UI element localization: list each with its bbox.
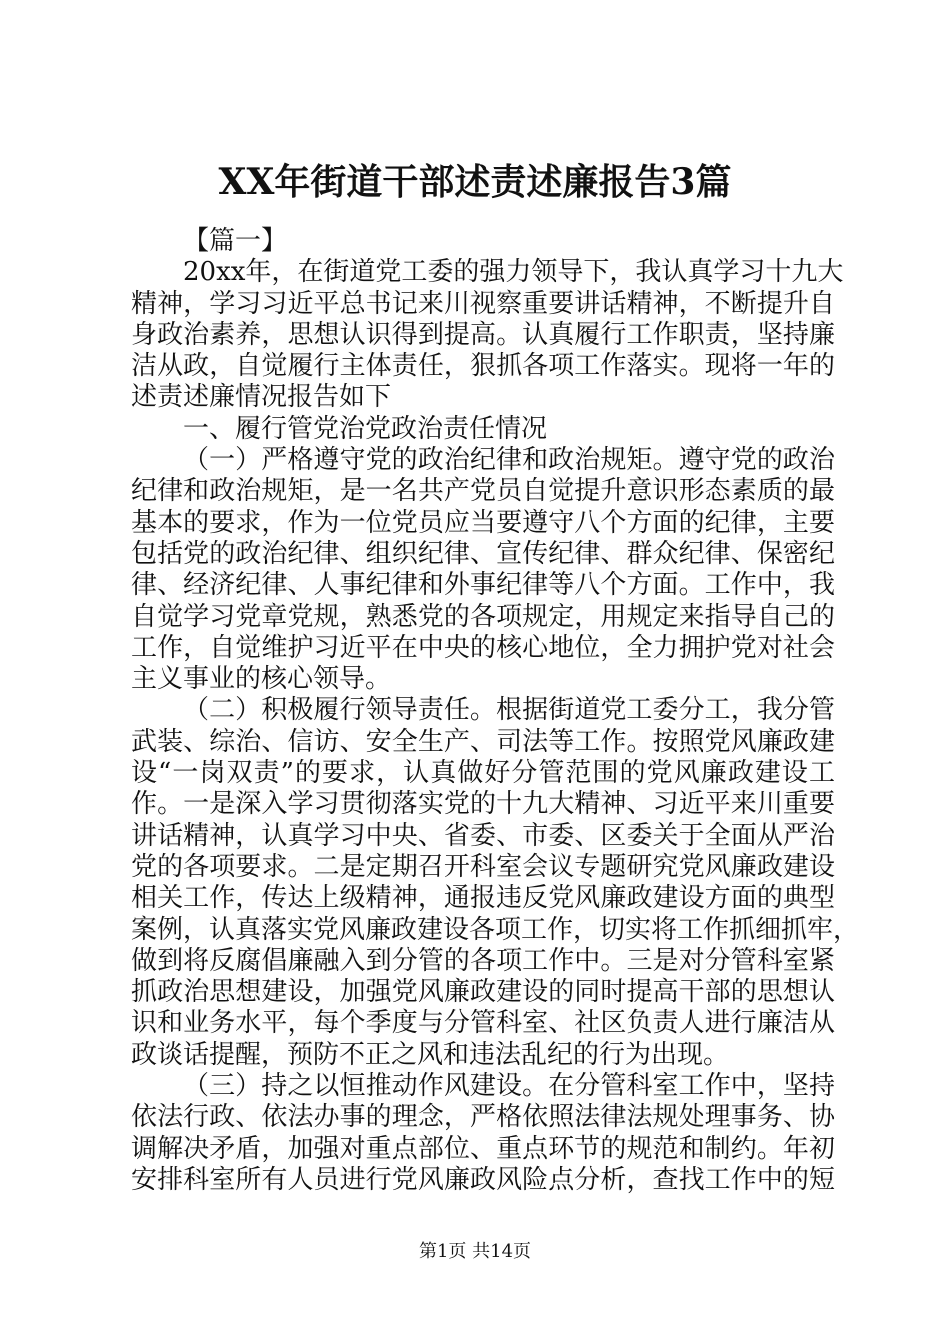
paragraph-line: 基本的要求，作为一位党员应当要遵守八个方面的纪律，主要 [131,507,835,538]
paragraph-line: 洁从政，自觉履行主体责任，狠抓各项工作落实。现将一年的 [131,351,835,382]
paragraph-line: 做到将反腐倡廉融入到分管的各项工作中。三是对分管科室紧 [131,945,835,976]
document-title: XX年街道干部述责述廉报告3篇 [218,161,732,203]
section-heading: 一、履行管党治党政治责任情况 [183,413,548,444]
section-label: 【篇一】 [183,226,288,256]
paragraph-line: 依法行政、依法办事的理念，严格依照法律法规处理事务、协 [131,1102,835,1133]
paragraph-line: 安排科室所有人员进行党风廉政风险点分析，查找工作中的短 [131,1164,835,1195]
paragraph-line: 律、经济纪律、人事纪律和外事纪律等八个方面。工作中，我 [131,570,835,601]
paragraph-line: （一）严格遵守党的政治纪律和政治规矩。遵守党的政治 [183,445,835,476]
paragraph-line: 案例，认真落实党风廉政建设各项工作，切实将工作抓细抓牢， [131,914,860,945]
paragraph-line: （二）积极履行领导责任。根据街道党工委分工，我分管 [183,695,835,726]
paragraph-line: 身政治素养，思想认识得到提高。认真履行工作职责，坚持廉 [131,319,835,350]
paragraph-line: 工作，自觉维护习近平在中央的核心地位，全力拥护党对社会 [131,632,835,663]
paragraph-line: 抓政治思想建设，加强党风廉政建设的同时提高干部的思想认 [131,977,835,1008]
paragraph-line: 讲话精神，认真学习中央、省委、市委、区委关于全面从严治 [131,820,835,851]
paragraph-line: 相关工作，传达上级精神，通报违反党风廉政建设方面的典型 [131,883,835,914]
paragraph-line: 政谈话提醒，预防不正之风和违法乱纪的行为出现。 [131,1039,730,1070]
paragraph-line: 调解决矛盾，加强对重点部位、重点环节的规范和制约。年初 [131,1133,835,1164]
document-body [131,226,860,1196]
page-footer: 第1页 共14页 [418,1241,532,1262]
paragraph-line: 包括党的政治纪律、组织纪律、宣传纪律、群众纪律、保密纪 [131,538,835,569]
paragraph-line: （三）持之以恒推动作风建设。在分管科室工作中，坚持 [183,1071,835,1102]
paragraph-line: 党的各项要求。二是定期召开科室会议专题研究党风廉政建设 [131,851,835,882]
paragraph-line: 主义事业的核心领导。 [131,664,392,695]
paragraph-line: 20xx年，在街道党工委的强力领导下，我认真学习十九大 [183,257,844,288]
paragraph-line: 作。一是深入学习贯彻落实党的十九大精神、习近平来川重要 [131,789,835,820]
paragraph-line: 纪律和政治规矩，是一名共产党员自觉提升意识形态素质的最 [131,476,835,507]
paragraph-line: 设“一岗双责”的要求，认真做好分管范围的党风廉政建设工 [131,758,835,789]
paragraph-line: 自觉学习党章党规，熟悉党的各项规定，用规定来指导自己的 [131,601,835,632]
paragraph-line: 述责述廉情况报告如下 [131,382,392,413]
paragraph-line: 识和业务水平，每个季度与分管科室、社区负责人进行廉洁从 [131,1008,835,1039]
paragraph-line: 武装、综治、信访、安全生产、司法等工作。按照党风廉政建 [131,726,835,757]
paragraph-line: 精神，学习习近平总书记来川视察重要讲话精神，不断提升自 [131,288,835,319]
